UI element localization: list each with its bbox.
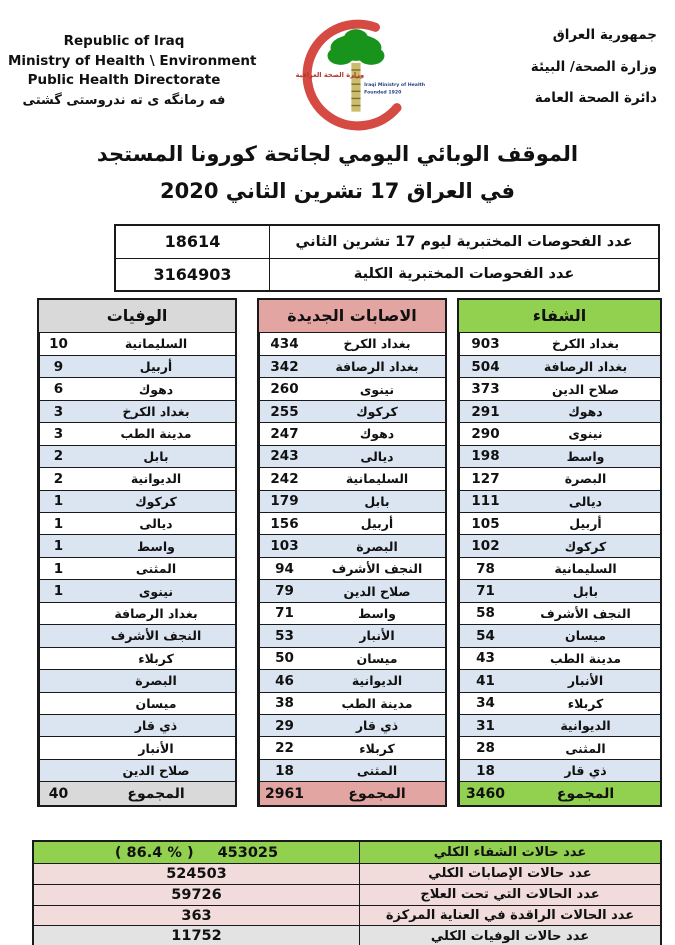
table-row (459, 759, 660, 781)
province-name: بابل (572, 583, 599, 599)
table-row (459, 445, 660, 467)
summary-value (34, 926, 360, 945)
document-header (0, 0, 675, 122)
table-row (39, 534, 235, 556)
province-name: كركوك (135, 493, 177, 509)
province-name: كربلاء (567, 695, 604, 711)
deaths-rows (39, 333, 235, 782)
table-row (39, 759, 235, 781)
province-name: السليمانية (124, 336, 188, 352)
province-value: 342 (259, 356, 309, 377)
ministry-logo (273, 12, 443, 132)
province-name: ديالى (360, 448, 394, 464)
province-value (39, 648, 77, 669)
province-value: 434 (259, 333, 309, 355)
province-name: دهوك (138, 381, 174, 397)
summary-number: 363 (181, 907, 212, 924)
title-line-2: في العراق 17 تشرين الثاني 2020 (160, 178, 515, 203)
table-row (39, 512, 235, 534)
province-name: دهوك (359, 426, 395, 442)
province-value: 242 (259, 468, 309, 489)
province-value: 373 (459, 378, 511, 399)
province-name: البصرة (356, 538, 398, 554)
summary-label: عدد حالات الوفيات الكلي (430, 928, 590, 944)
header-english-line: Ministry of Health \ Environment (8, 52, 257, 69)
tests-total-value: 3164903 (116, 259, 270, 290)
summary-label: عدد حالات الشفاء الكلي (433, 845, 587, 861)
province-name: الديوانية (130, 471, 182, 487)
province-value: 103 (259, 535, 309, 556)
table-row (259, 355, 445, 377)
deaths-total-row (39, 781, 235, 805)
new-cases-rows (259, 333, 445, 782)
totals-summary-table (32, 840, 662, 945)
total-value: 2961 (259, 782, 309, 805)
province-name: النجف الأشرف (540, 605, 631, 621)
province-name: مدينة الطب (120, 426, 192, 442)
province-name: أربيل (360, 516, 394, 532)
province-value: 290 (459, 423, 511, 444)
province-name: المثنى (565, 740, 606, 756)
table-row (39, 647, 235, 669)
table-row (39, 602, 235, 624)
table-row (39, 692, 235, 714)
table-row (39, 490, 235, 512)
header-arabic-line: جمهورية العراق (552, 27, 657, 43)
table-row (459, 333, 660, 355)
table-row (459, 377, 660, 399)
table-row (116, 226, 658, 258)
province-name: البصرة (135, 673, 177, 689)
table-row (39, 669, 235, 691)
table-row (259, 377, 445, 399)
table-row (459, 624, 660, 646)
summary-number: 524503 (166, 865, 227, 882)
table-row (259, 445, 445, 467)
province-value: 179 (259, 491, 309, 512)
province-name: الأنبار (359, 628, 395, 644)
province-value: 94 (259, 558, 309, 579)
province-value: 1 (39, 535, 77, 556)
province-name: كربلاء (359, 740, 395, 756)
table-row (259, 579, 445, 601)
table-row (459, 692, 660, 714)
province-name: المثنى (356, 763, 398, 779)
province-value: 18 (259, 760, 309, 781)
province-name: ديالى (568, 493, 603, 509)
province-name: واسط (358, 605, 396, 621)
table-row (116, 258, 658, 290)
table-row (459, 736, 660, 758)
table-row (459, 714, 660, 736)
province-value: 260 (259, 378, 309, 399)
province-name: بغداد الكرخ (122, 404, 190, 420)
recoveries-rows (459, 333, 660, 782)
table-row (259, 692, 445, 714)
header-arabic-block (476, 12, 661, 115)
summary-percent: ( 86.4 % ) (114, 844, 194, 861)
new-cases-total-row (259, 781, 445, 805)
summary-row (34, 905, 660, 926)
province-value: 79 (259, 580, 309, 601)
province-name: الأنبار (567, 673, 604, 689)
table-row (259, 467, 445, 489)
province-name: صلاح الدين (551, 381, 620, 397)
header-kurdish-line: فه رمانگه ی ته ندروستی گشتی (22, 92, 226, 108)
province-name: بغداد الكرخ (551, 336, 620, 352)
table-row (459, 400, 660, 422)
summary-value (34, 906, 360, 926)
total-label: المجموع (556, 785, 615, 802)
province-name: الأنبار (138, 740, 174, 756)
province-value: 58 (459, 603, 511, 624)
province-name: ميسان (356, 650, 398, 666)
table-row (259, 602, 445, 624)
province-value: 1 (39, 558, 77, 579)
province-value: 255 (259, 401, 309, 422)
title-line-1: الموقف الوبائي اليومي لجائحة كورونا المستجد (96, 142, 579, 166)
total-value: 3460 (459, 782, 511, 805)
province-name: نينوى (359, 381, 395, 397)
table-row (459, 512, 660, 534)
province-value: 504 (459, 356, 511, 377)
province-value: 111 (459, 491, 511, 512)
province-value: 22 (259, 737, 309, 758)
province-name: بغداد الرصافة (114, 605, 198, 621)
table-row (459, 355, 660, 377)
table-row (259, 534, 445, 556)
province-value (39, 715, 77, 736)
province-name: أربيل (139, 359, 173, 375)
province-value (39, 737, 77, 758)
table-row (259, 624, 445, 646)
province-value: 9 (39, 356, 77, 377)
province-name: ذي قار (564, 763, 607, 779)
table-row (259, 512, 445, 534)
summary-number: 59726 (171, 886, 222, 903)
table-row (39, 422, 235, 444)
new-cases-header: الاصابات الجديدة (259, 300, 445, 333)
table-row (459, 490, 660, 512)
province-name: أربيل (569, 516, 602, 532)
province-name: نينوى (568, 426, 603, 442)
province-value: 291 (459, 401, 511, 422)
recoveries-total-row (459, 781, 660, 805)
province-name: بغداد الكرخ (343, 336, 411, 352)
table-row (459, 579, 660, 601)
province-value: 156 (259, 513, 309, 534)
province-name: صلاح الدين (343, 583, 411, 599)
province-value: 3 (39, 401, 77, 422)
province-name: النجف الأشرف (110, 628, 202, 644)
province-value: 198 (459, 446, 511, 467)
province-value: 3 (39, 423, 77, 444)
province-name: ميسان (135, 695, 177, 711)
header-english-line: Public Health Directorate (27, 72, 221, 89)
table-row (259, 400, 445, 422)
province-name: السليمانية (554, 561, 617, 577)
table-row (39, 355, 235, 377)
table-row (459, 534, 660, 556)
table-row (39, 467, 235, 489)
province-name: الديوانية (560, 718, 611, 734)
province-name: بابل (143, 448, 169, 464)
logo-arabic-caption: وزارة الصحة العراقية (295, 71, 365, 80)
province-value (39, 625, 77, 646)
table-row (259, 669, 445, 691)
province-name: البصرة (564, 471, 607, 487)
summary-label: عدد الحالات التي تحت العلاج (420, 887, 600, 903)
province-name: مدينة الطب (549, 650, 622, 666)
deaths-table (37, 298, 237, 808)
table-row (39, 579, 235, 601)
header-english-line: Republic of Iraq (63, 33, 185, 49)
recoveries-table (457, 298, 662, 808)
province-value: 243 (259, 446, 309, 467)
table-row (39, 624, 235, 646)
header-arabic-line: دائرة الصحة العامة (534, 90, 657, 107)
table-row (39, 736, 235, 758)
province-value: 28 (459, 737, 511, 758)
table-row (459, 602, 660, 624)
summary-label: عدد حالات الإصابات الكلي (428, 866, 592, 882)
tests-daily-value: 18614 (116, 226, 270, 258)
province-value: 903 (459, 333, 511, 355)
province-name: السليمانية (345, 471, 409, 487)
province-name: واسط (566, 448, 605, 464)
summary-label: عدد الحالات الراقدة في العناية المركزة (385, 908, 635, 924)
summary-value (34, 864, 360, 884)
summary-value (34, 885, 360, 905)
table-row (459, 422, 660, 444)
province-value: 34 (459, 693, 511, 714)
province-value: 1 (39, 491, 77, 512)
lab-tests-table (114, 224, 660, 292)
table-row (39, 333, 235, 355)
province-value: 53 (259, 625, 309, 646)
table-row (259, 490, 445, 512)
province-value: 2 (39, 446, 77, 467)
table-row (259, 736, 445, 758)
province-value: 71 (459, 580, 511, 601)
logo-english-caption: Iraqi Ministry of Health (364, 83, 426, 89)
province-value: 1 (39, 580, 77, 601)
province-name: المثنى (135, 561, 177, 577)
province-value: 78 (459, 558, 511, 579)
province-name: كربلاء (138, 650, 174, 666)
province-name: ميسان (565, 628, 606, 644)
province-value: 127 (459, 468, 511, 489)
table-row (459, 647, 660, 669)
ministry-logo-icon (282, 12, 434, 132)
province-name: ذي قار (134, 718, 178, 734)
table-row (459, 669, 660, 691)
province-name: واسط (137, 538, 175, 554)
new-cases-table (257, 298, 447, 808)
table-row (39, 445, 235, 467)
table-row (259, 422, 445, 444)
table-row (39, 400, 235, 422)
table-row (39, 557, 235, 579)
province-name: مدينة الطب (341, 695, 413, 711)
province-value: 50 (259, 648, 309, 669)
province-name: الديوانية (351, 673, 403, 689)
total-label: المجموع (348, 785, 406, 802)
province-value (39, 670, 77, 691)
table-row (259, 557, 445, 579)
header-english-block (8, 12, 257, 110)
table-row (259, 333, 445, 355)
logo-founded-caption: Founded 1920 (364, 90, 402, 96)
table-row (459, 557, 660, 579)
province-name: ذي قار (355, 718, 399, 734)
province-name: دهوك (568, 404, 603, 420)
province-tables-area (32, 298, 662, 808)
province-value: 46 (259, 670, 309, 691)
summary-row (34, 842, 660, 863)
tests-total-label: عدد الفحوصات المختبرية الكلية (353, 266, 575, 282)
province-value: 54 (459, 625, 511, 646)
province-value: 10 (39, 333, 77, 355)
province-value: 71 (259, 603, 309, 624)
summary-row (34, 863, 660, 884)
province-name: نينوى (138, 583, 174, 599)
header-arabic-line: وزارة الصحة/ البيئة (530, 58, 657, 75)
summary-value (34, 842, 360, 863)
province-value: 6 (39, 378, 77, 399)
table-row (259, 714, 445, 736)
province-name: النجف الأشرف (331, 561, 423, 577)
province-value: 105 (459, 513, 511, 534)
report-title (0, 136, 675, 210)
province-value: 29 (259, 715, 309, 736)
province-value (39, 693, 77, 714)
table-row (39, 377, 235, 399)
summary-row (34, 925, 660, 945)
province-value: 18 (459, 760, 511, 781)
english-lines (8, 32, 257, 91)
province-value: 2 (39, 468, 77, 489)
province-value (39, 603, 77, 624)
total-value: 40 (39, 782, 77, 805)
table-row (39, 714, 235, 736)
summary-number: 453025 (217, 844, 279, 861)
province-name: بغداد الرصافة (335, 359, 419, 375)
summary-row (34, 884, 660, 905)
table-row (259, 647, 445, 669)
province-value (39, 760, 77, 781)
palm-tree-icon (327, 29, 384, 65)
summary-number: 11752 (171, 928, 222, 945)
province-name: بابل (364, 493, 390, 509)
province-value: 31 (459, 715, 511, 736)
province-value: 1 (39, 513, 77, 534)
deaths-header: الوفيات (39, 300, 235, 333)
province-name: كركوك (564, 538, 607, 554)
table-row (259, 759, 445, 781)
tests-daily-label: عدد الفحوصات المختبرية ليوم 17 تشرين الثاني (295, 233, 633, 250)
province-name: بغداد الرصافة (543, 359, 628, 375)
table-row (459, 467, 660, 489)
province-value: 38 (259, 693, 309, 714)
total-label: المجموع (127, 785, 185, 802)
province-value: 41 (459, 670, 511, 691)
province-value: 102 (459, 535, 511, 556)
recoveries-header: الشفاء (459, 300, 660, 333)
province-value: 43 (459, 648, 511, 669)
province-name: صلاح الدين (122, 763, 190, 779)
province-value: 247 (259, 423, 309, 444)
province-name: كركوك (356, 404, 398, 420)
province-name: ديالى (139, 516, 173, 532)
